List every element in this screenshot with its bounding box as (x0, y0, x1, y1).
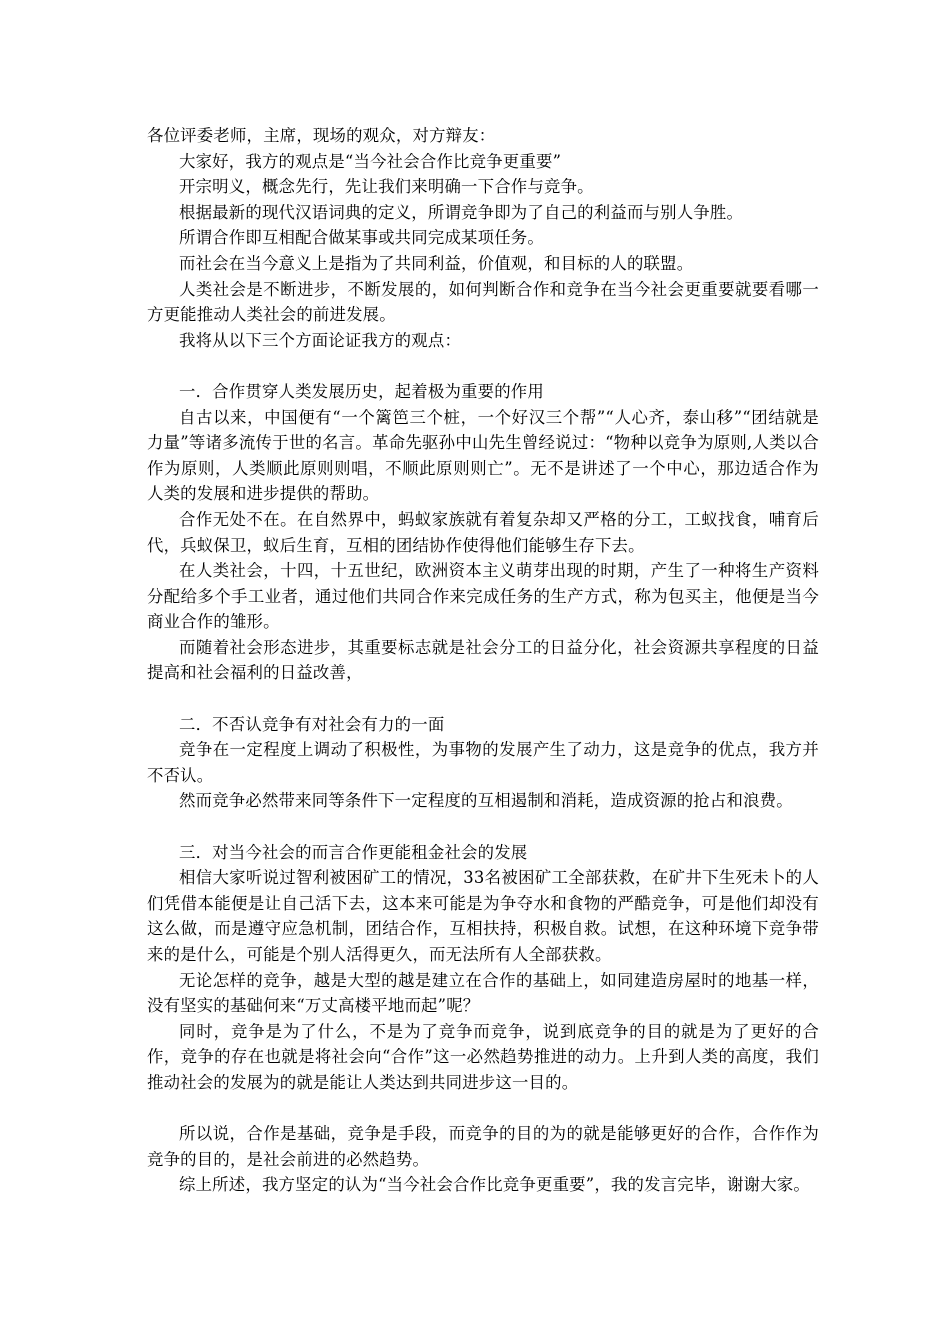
section-3-paragraph: 无论怎样的竞争，越是大型的越是建立在合作的基础上，如同建造房屋时的地基一样，没有坚实的基础何来“万丈高楼平地而起”呢？ (147, 970, 819, 1016)
section-2-paragraph: 然而竞争必然带来同等条件下一定程度的互相遏制和消耗，造成资源的抢占和浪费。 (179, 791, 793, 811)
section-2-heading: 二．不否认竞争有对社会有力的一面 (179, 714, 445, 734)
intro-paragraph: 大家好，我方的观点是“当今社会合作比竞争更重要” (179, 151, 562, 171)
conclusion-paragraph: 综上所述，我方坚定的认为“当今社会合作比竞争更重要”，我的发言完毕，谢谢大家。 (179, 1175, 811, 1195)
paragraph-spacer (147, 1096, 819, 1122)
salutation: 各位评委老师，主席，现场的观众，对方辩友： (147, 126, 496, 145)
section-3-heading: 三．对当今社会的而言合作更能租金社会的发展 (179, 842, 528, 862)
section-1-heading: 一．合作贯穿人类发展历史，起着极为重要的作用 (179, 381, 544, 401)
debate-speech-body (147, 123, 819, 1198)
intro-paragraph: 而社会在当今意义上是指为了共同利益，价值观，和目标的人的联盟。 (179, 253, 694, 273)
intro-paragraph: 我将从以下三个方面论证我方的观点： (179, 330, 462, 350)
paragraph-spacer (147, 814, 819, 840)
paragraph-spacer (147, 686, 819, 712)
intro-paragraph: 所谓合作即互相配合做某事或共同完成某项任务。 (179, 228, 544, 248)
section-2-paragraph: 竞争在一定程度上调动了积极性，为事物的发展产生了动力，这是竞争的优点，我方并不否认。 (147, 740, 819, 785)
section-1-paragraph: 在人类社会，十四，十五世纪，欧洲资本主义萌芽出现的时期，产生了一种将生产资料分配给多个手工业者，通过他们共同合作来完成任务的生产方式，称为包买主，他便是当今商业合作的雏形。 (147, 561, 819, 632)
paragraph-spacer (147, 353, 819, 379)
section-1-paragraph: 自古以来，中国便有“一个篱笆三个桩，一个好汉三个帮”“人心齐，泰山移”“团结就是力量”等诸多流传于世的名言。革命先驱孙中山先生曾经说过：“物种以竞争为原则,人类以合作为原则，人类顺此原则则唱，不顺此原则则亡”。无不是讲述了一个中心，那边适合作为人类的发展和进步提供的帮助。 (147, 407, 819, 504)
section-3-paragraph: 同时，竞争是为了什么，不是为了竞争而竞争，说到底竞争的目的就是为了更好的合作，竞争的存在也就是将社会向“合作”这一必然趋势推进的动力。上升到人类的高度，我们推动社会的发展为的就是能让人类达到共同进步这一目的。 (147, 1021, 819, 1092)
intro-paragraph: 人类社会是不断进步，不断发展的，如何判断合作和竞争在当今社会更重要就要看哪一方更能推动人类社会的前进发展。 (147, 279, 819, 325)
section-1-paragraph: 而随着社会形态进步，其重要标志就是社会分工的日益分化，社会资源共享程度的日益提高和社会福利的日益改善， (147, 637, 819, 683)
intro-paragraph: 根据最新的现代汉语词典的定义，所谓竞争即为了自己的利益而与别人争胜。 (179, 202, 744, 222)
conclusion-paragraph: 所以说，合作是基础，竞争是手段，而竞争的目的为的就是能够更好的合作，合作作为竞争的目的，是社会前进的必然趋势。 (147, 1124, 819, 1169)
intro-paragraph: 开宗明义，概念先行，先让我们来明确一下合作与竞争。 (179, 177, 594, 197)
section-3-paragraph: 相信大家听说过智利被困矿工的情况，33名被困矿工全部获救，在矿井下生死未卜的人们凭借本能便是让自己活下去，这本来可能是为争夺水和食物的严酷竞争，可是他们却没有这么做，而是遵守应急机制，团结合作，互相扶持，积极自救。试想，在这种环境下竞争带来的是什么，可能是个别人活得更久，而无法所有人全部获救。 (147, 868, 819, 964)
section-1-paragraph: 合作无处不在。在自然界中，蚂蚁家族就有着复杂却又严格的分工，工蚁找食，哺育后代，兵蚁保卫，蚁后生育，互相的团结协作使得他们能够生存下去。 (147, 509, 819, 555)
